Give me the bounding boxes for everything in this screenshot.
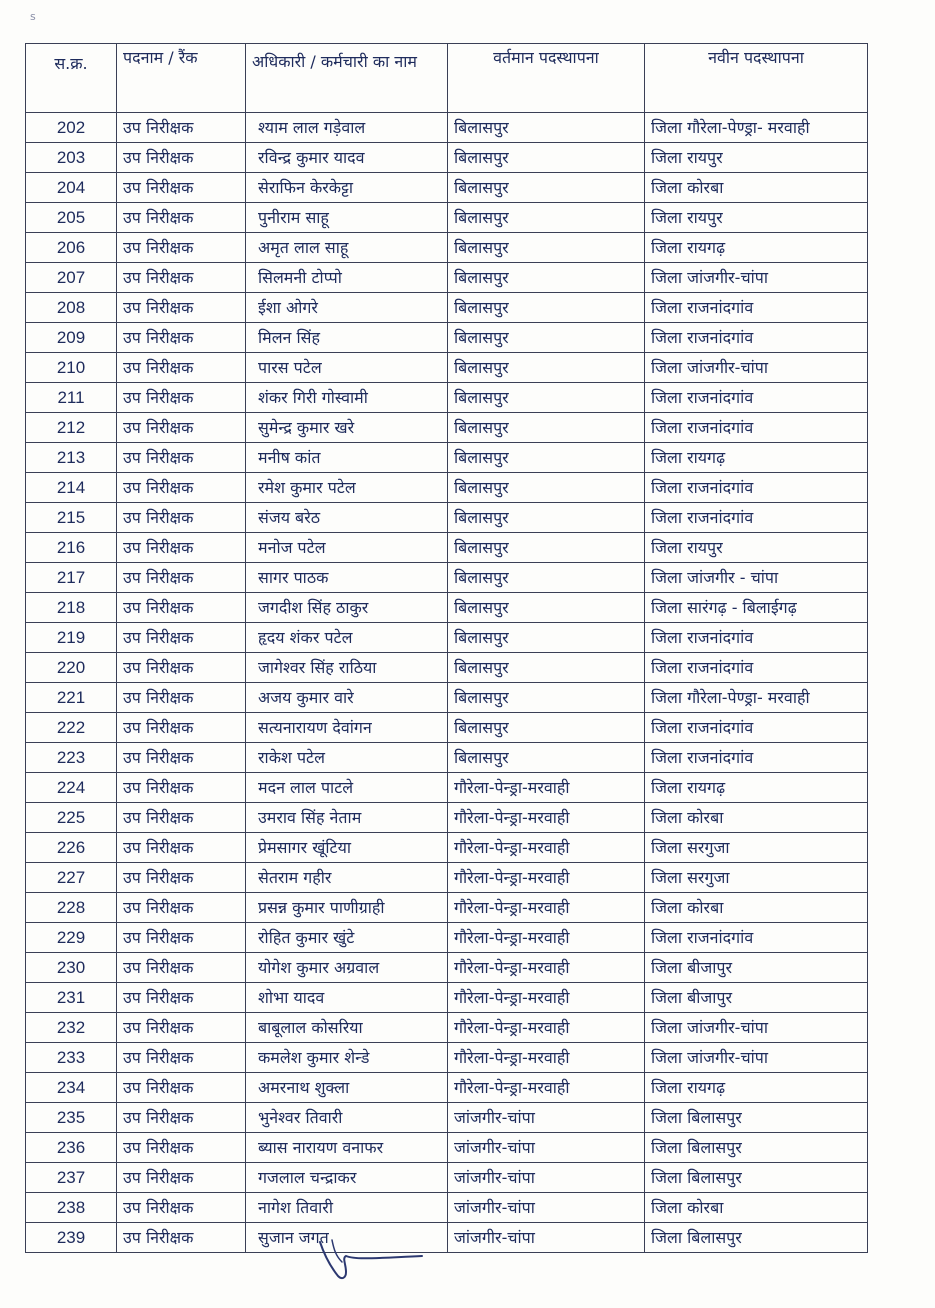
header-officer-name: अधिकारी / कर्मचारी का नाम <box>246 44 448 113</box>
new-posting-cell: जिला राजनांदगांव <box>645 503 868 533</box>
serial-cell: 223 <box>26 743 117 773</box>
current-posting-cell: जांजगीर-चांपा <box>448 1163 645 1193</box>
current-posting-cell: बिलासपुर <box>448 323 645 353</box>
officer-name-cell: जगदीश सिंह ठाकुर <box>246 593 448 623</box>
table-row <box>26 113 868 143</box>
serial-cell: 226 <box>26 833 117 863</box>
serial-cell: 218 <box>26 593 117 623</box>
table-row <box>26 203 868 233</box>
new-posting-cell: जिला राजनांदगांव <box>645 653 868 683</box>
transfer-table <box>25 43 868 1253</box>
table-row <box>26 263 868 293</box>
table-row <box>26 803 868 833</box>
header-serial: स.क्र. <box>26 44 117 113</box>
serial-cell: 233 <box>26 1043 117 1073</box>
officer-name-cell: सुजान जगत <box>246 1223 448 1253</box>
new-posting-cell: जिला रायपुर <box>645 143 868 173</box>
officer-name-cell: सेराफिन केरकेट्टा <box>246 173 448 203</box>
rank-cell: उप निरीक्षक <box>117 173 246 203</box>
new-posting-cell: जिला राजनांदगांव <box>645 413 868 443</box>
new-posting-cell: जिला रायपुर <box>645 533 868 563</box>
new-posting-cell: जिला राजनांदगांव <box>645 473 868 503</box>
rank-cell: उप निरीक्षक <box>117 923 246 953</box>
table-row <box>26 773 868 803</box>
current-posting-cell: गौरेला-पेन्ड्रा-मरवाही <box>448 953 645 983</box>
serial-cell: 237 <box>26 1163 117 1193</box>
current-posting-cell: बिलासपुर <box>448 533 645 563</box>
serial-cell: 227 <box>26 863 117 893</box>
new-posting-cell: जिला रायगढ़ <box>645 233 868 263</box>
rank-cell: उप निरीक्षक <box>117 1013 246 1043</box>
new-posting-cell: जिला राजनांदगांव <box>645 743 868 773</box>
table-row <box>26 863 868 893</box>
current-posting-cell: बिलासपुर <box>448 383 645 413</box>
current-posting-cell: गौरेला-पेन्ड्रा-मरवाही <box>448 773 645 803</box>
new-posting-cell: जिला सारंगढ़ - बिलाईगढ़ <box>645 593 868 623</box>
table-header <box>26 44 868 113</box>
serial-cell: 212 <box>26 413 117 443</box>
rank-cell: उप निरीक्षक <box>117 1223 246 1253</box>
new-posting-cell: जिला जांजगीर-चांपा <box>645 1013 868 1043</box>
new-posting-cell: जिला रायगढ़ <box>645 773 868 803</box>
officer-name-cell: ब्यास नारायण वनाफर <box>246 1133 448 1163</box>
officer-name-cell: पारस पटेल <box>246 353 448 383</box>
current-posting-cell: बिलासपुर <box>448 593 645 623</box>
new-posting-cell: जिला सरगुजा <box>645 833 868 863</box>
rank-cell: उप निरीक्षक <box>117 563 246 593</box>
officer-name-cell: हृदय शंकर पटेल <box>246 623 448 653</box>
serial-cell: 207 <box>26 263 117 293</box>
serial-cell: 215 <box>26 503 117 533</box>
new-posting-cell: जिला रायगढ़ <box>645 443 868 473</box>
rank-cell: उप निरीक्षक <box>117 503 246 533</box>
table-body <box>26 113 868 1253</box>
table-row <box>26 1043 868 1073</box>
serial-cell: 213 <box>26 443 117 473</box>
table-row <box>26 653 868 683</box>
officer-name-cell: राकेश पटेल <box>246 743 448 773</box>
rank-cell: उप निरीक्षक <box>117 1193 246 1223</box>
serial-cell: 204 <box>26 173 117 203</box>
rank-cell: उप निरीक्षक <box>117 413 246 443</box>
officer-name-cell: सेतराम गहीर <box>246 863 448 893</box>
officer-name-cell: कमलेश कुमार शेन्डे <box>246 1043 448 1073</box>
table-row <box>26 473 868 503</box>
table-row <box>26 383 868 413</box>
rank-cell: उप निरीक्षक <box>117 143 246 173</box>
new-posting-cell: जिला रायगढ़ <box>645 1073 868 1103</box>
serial-cell: 236 <box>26 1133 117 1163</box>
serial-cell: 225 <box>26 803 117 833</box>
officer-name-cell: मिलन सिंह <box>246 323 448 353</box>
new-posting-cell: जिला गौरेला-पेण्ड्रा- मरवाही <box>645 113 868 143</box>
current-posting-cell: बिलासपुर <box>448 413 645 443</box>
current-posting-cell: बिलासपुर <box>448 293 645 323</box>
rank-cell: उप निरीक्षक <box>117 443 246 473</box>
table-row <box>26 893 868 923</box>
officer-name-cell: बाबूलाल कोसरिया <box>246 1013 448 1043</box>
current-posting-cell: बिलासपुर <box>448 623 645 653</box>
new-posting-cell: जिला कोरबा <box>645 803 868 833</box>
table-row <box>26 293 868 323</box>
rank-cell: उप निरीक्षक <box>117 773 246 803</box>
rank-cell: उप निरीक्षक <box>117 263 246 293</box>
current-posting-cell: गौरेला-पेन्ड्रा-मरवाही <box>448 893 645 923</box>
table-row <box>26 953 868 983</box>
rank-cell: उप निरीक्षक <box>117 1073 246 1103</box>
current-posting-cell: बिलासपुर <box>448 743 645 773</box>
rank-cell: उप निरीक्षक <box>117 953 246 983</box>
new-posting-cell: जिला कोरबा <box>645 173 868 203</box>
table-row <box>26 1133 868 1163</box>
table-row <box>26 323 868 353</box>
current-posting-cell: गौरेला-पेन्ड्रा-मरवाही <box>448 1073 645 1103</box>
serial-cell: 220 <box>26 653 117 683</box>
officer-name-cell: शोभा यादव <box>246 983 448 1013</box>
serial-cell: 238 <box>26 1193 117 1223</box>
current-posting-cell: बिलासपुर <box>448 503 645 533</box>
serial-cell: 205 <box>26 203 117 233</box>
rank-cell: उप निरीक्षक <box>117 713 246 743</box>
serial-cell: 209 <box>26 323 117 353</box>
table-row <box>26 143 868 173</box>
table-row <box>26 1073 868 1103</box>
rank-cell: उप निरीक्षक <box>117 233 246 263</box>
rank-cell: उप निरीक्षक <box>117 863 246 893</box>
serial-cell: 235 <box>26 1103 117 1133</box>
officer-name-cell: पुनीराम साहू <box>246 203 448 233</box>
current-posting-cell: बिलासपुर <box>448 203 645 233</box>
rank-cell: उप निरीक्षक <box>117 113 246 143</box>
new-posting-cell: जिला बिलासपुर <box>645 1163 868 1193</box>
current-posting-cell: गौरेला-पेन्ड्रा-मरवाही <box>448 983 645 1013</box>
rank-cell: उप निरीक्षक <box>117 353 246 383</box>
rank-cell: उप निरीक्षक <box>117 1043 246 1073</box>
table-row <box>26 563 868 593</box>
rank-cell: उप निरीक्षक <box>117 833 246 863</box>
serial-cell: 234 <box>26 1073 117 1103</box>
current-posting-cell: गौरेला-पेन्ड्रा-मरवाही <box>448 803 645 833</box>
rank-cell: उप निरीक्षक <box>117 533 246 563</box>
serial-cell: 232 <box>26 1013 117 1043</box>
officer-name-cell: रमेश कुमार पटेल <box>246 473 448 503</box>
current-posting-cell: बिलासपुर <box>448 113 645 143</box>
current-posting-cell: गौरेला-पेन्ड्रा-मरवाही <box>448 863 645 893</box>
serial-cell: 228 <box>26 893 117 923</box>
serial-cell: 230 <box>26 953 117 983</box>
serial-cell: 202 <box>26 113 117 143</box>
serial-cell: 217 <box>26 563 117 593</box>
current-posting-cell: बिलासपुर <box>448 473 645 503</box>
rank-cell: उप निरीक्षक <box>117 1163 246 1193</box>
officer-name-cell: योगेश कुमार अग्रवाल <box>246 953 448 983</box>
current-posting-cell: बिलासपुर <box>448 173 645 203</box>
current-posting-cell: जांजगीर-चांपा <box>448 1133 645 1163</box>
officer-name-cell: अमरनाथ शुक्ला <box>246 1073 448 1103</box>
rank-cell: उप निरीक्षक <box>117 983 246 1013</box>
rank-cell: उप निरीक्षक <box>117 383 246 413</box>
officer-name-cell: जागेश्वर सिंह राठिया <box>246 653 448 683</box>
officer-name-cell: संजय बरेठ <box>246 503 448 533</box>
new-posting-cell: जिला बीजापुर <box>645 983 868 1013</box>
table-row <box>26 443 868 473</box>
new-posting-cell: जिला राजनांदगांव <box>645 923 868 953</box>
page-mark: s <box>30 10 36 23</box>
officer-name-cell: सागर पाठक <box>246 563 448 593</box>
table-row <box>26 1193 868 1223</box>
table-row <box>26 173 868 203</box>
table-row <box>26 593 868 623</box>
table-row <box>26 533 868 563</box>
serial-cell: 211 <box>26 383 117 413</box>
officer-name-cell: मदन लाल पाटले <box>246 773 448 803</box>
current-posting-cell: गौरेला-पेन्ड्रा-मरवाही <box>448 833 645 863</box>
table-row <box>26 713 868 743</box>
table-row <box>26 1103 868 1133</box>
serial-cell: 203 <box>26 143 117 173</box>
new-posting-cell: जिला जांजगीर-चांपा <box>645 353 868 383</box>
current-posting-cell: बिलासपुर <box>448 353 645 383</box>
serial-cell: 224 <box>26 773 117 803</box>
new-posting-cell: जिला कोरबा <box>645 1193 868 1223</box>
new-posting-cell: जिला कोरबा <box>645 893 868 923</box>
new-posting-cell: जिला जांजगीर-चांपा <box>645 263 868 293</box>
rank-cell: उप निरीक्षक <box>117 323 246 353</box>
officer-name-cell: उमराव सिंह नेताम <box>246 803 448 833</box>
header-rank: पदनाम / रैंक <box>117 44 246 113</box>
officer-name-cell: भुनेश्वर तिवारी <box>246 1103 448 1133</box>
table-row <box>26 623 868 653</box>
rank-cell: उप निरीक्षक <box>117 203 246 233</box>
officer-name-cell: सत्यनारायण देवांगन <box>246 713 448 743</box>
officer-name-cell: मनीष कांत <box>246 443 448 473</box>
officer-name-cell: मनोज पटेल <box>246 533 448 563</box>
new-posting-cell: जिला सरगुजा <box>645 863 868 893</box>
serial-cell: 239 <box>26 1223 117 1253</box>
officer-name-cell: श्याम लाल गड़ेवाल <box>246 113 448 143</box>
table-row <box>26 743 868 773</box>
rank-cell: उप निरीक्षक <box>117 293 246 323</box>
table-row <box>26 1163 868 1193</box>
officer-name-cell: अमृत लाल साहू <box>246 233 448 263</box>
header-new-posting: नवीन पदस्थापना <box>645 44 868 113</box>
rank-cell: उप निरीक्षक <box>117 803 246 833</box>
officer-name-cell: नागेश तिवारी <box>246 1193 448 1223</box>
current-posting-cell: जांजगीर-चांपा <box>448 1103 645 1133</box>
officer-name-cell: रोहित कुमार खुंटे <box>246 923 448 953</box>
signature-mark <box>316 1236 426 1286</box>
serial-cell: 231 <box>26 983 117 1013</box>
new-posting-cell: जिला बिलासपुर <box>645 1223 868 1253</box>
rank-cell: उप निरीक्षक <box>117 743 246 773</box>
rank-cell: उप निरीक्षक <box>117 683 246 713</box>
rank-cell: उप निरीक्षक <box>117 653 246 683</box>
new-posting-cell: जिला रायपुर <box>645 203 868 233</box>
header-row <box>26 44 868 113</box>
serial-cell: 210 <box>26 353 117 383</box>
table-row <box>26 353 868 383</box>
new-posting-cell: जिला राजनांदगांव <box>645 383 868 413</box>
officer-name-cell: गजलाल चन्द्राकर <box>246 1163 448 1193</box>
current-posting-cell: बिलासपुर <box>448 263 645 293</box>
serial-cell: 221 <box>26 683 117 713</box>
table-row <box>26 1013 868 1043</box>
table-row <box>26 683 868 713</box>
new-posting-cell: जिला राजनांदगांव <box>645 713 868 743</box>
rank-cell: उप निरीक्षक <box>117 593 246 623</box>
table-row <box>26 833 868 863</box>
current-posting-cell: जांजगीर-चांपा <box>448 1193 645 1223</box>
current-posting-cell: बिलासपुर <box>448 563 645 593</box>
new-posting-cell: जिला गौरेला-पेण्ड्रा- मरवाही <box>645 683 868 713</box>
officer-name-cell: प्रेमसागर खूंटिया <box>246 833 448 863</box>
table-row <box>26 413 868 443</box>
serial-cell: 216 <box>26 533 117 563</box>
table-row <box>26 923 868 953</box>
new-posting-cell: जिला राजनांदगांव <box>645 323 868 353</box>
officer-name-cell: सुमेन्द्र कुमार खरे <box>246 413 448 443</box>
current-posting-cell: गौरेला-पेन्ड्रा-मरवाही <box>448 1043 645 1073</box>
rank-cell: उप निरीक्षक <box>117 1103 246 1133</box>
officer-name-cell: रविन्द्र कुमार यादव <box>246 143 448 173</box>
serial-cell: 208 <box>26 293 117 323</box>
table-row <box>26 233 868 263</box>
current-posting-cell: बिलासपुर <box>448 143 645 173</box>
table-row <box>26 1223 868 1253</box>
current-posting-cell: गौरेला-पेन्ड्रा-मरवाही <box>448 923 645 953</box>
new-posting-cell: जिला बीजापुर <box>645 953 868 983</box>
officer-name-cell: अजय कुमार वारे <box>246 683 448 713</box>
new-posting-cell: जिला जांजगीर-चांपा <box>645 1043 868 1073</box>
serial-cell: 229 <box>26 923 117 953</box>
officer-name-cell: प्रसन्न कुमार पाणीग्राही <box>246 893 448 923</box>
officer-name-cell: ईशा ओगरे <box>246 293 448 323</box>
rank-cell: उप निरीक्षक <box>117 1133 246 1163</box>
current-posting-cell: बिलासपुर <box>448 443 645 473</box>
serial-cell: 219 <box>26 623 117 653</box>
new-posting-cell: जिला राजनांदगांव <box>645 293 868 323</box>
new-posting-cell: जिला जांजगीर - चांपा <box>645 563 868 593</box>
new-posting-cell: जिला राजनांदगांव <box>645 623 868 653</box>
current-posting-cell: बिलासपुर <box>448 683 645 713</box>
table-row <box>26 983 868 1013</box>
new-posting-cell: जिला बिलासपुर <box>645 1133 868 1163</box>
serial-cell: 222 <box>26 713 117 743</box>
current-posting-cell: बिलासपुर <box>448 653 645 683</box>
rank-cell: उप निरीक्षक <box>117 473 246 503</box>
table-row <box>26 503 868 533</box>
current-posting-cell: बिलासपुर <box>448 233 645 263</box>
rank-cell: उप निरीक्षक <box>117 893 246 923</box>
serial-cell: 206 <box>26 233 117 263</box>
header-current-posting: वर्तमान पदस्थापना <box>448 44 645 113</box>
serial-cell: 214 <box>26 473 117 503</box>
current-posting-cell: गौरेला-पेन्ड्रा-मरवाही <box>448 1013 645 1043</box>
new-posting-cell: जिला बिलासपुर <box>645 1103 868 1133</box>
rank-cell: उप निरीक्षक <box>117 623 246 653</box>
current-posting-cell: जांजगीर-चांपा <box>448 1223 645 1253</box>
officer-name-cell: शंकर गिरी गोस्वामी <box>246 383 448 413</box>
officer-name-cell: सिलमनी टोप्पो <box>246 263 448 293</box>
current-posting-cell: बिलासपुर <box>448 713 645 743</box>
